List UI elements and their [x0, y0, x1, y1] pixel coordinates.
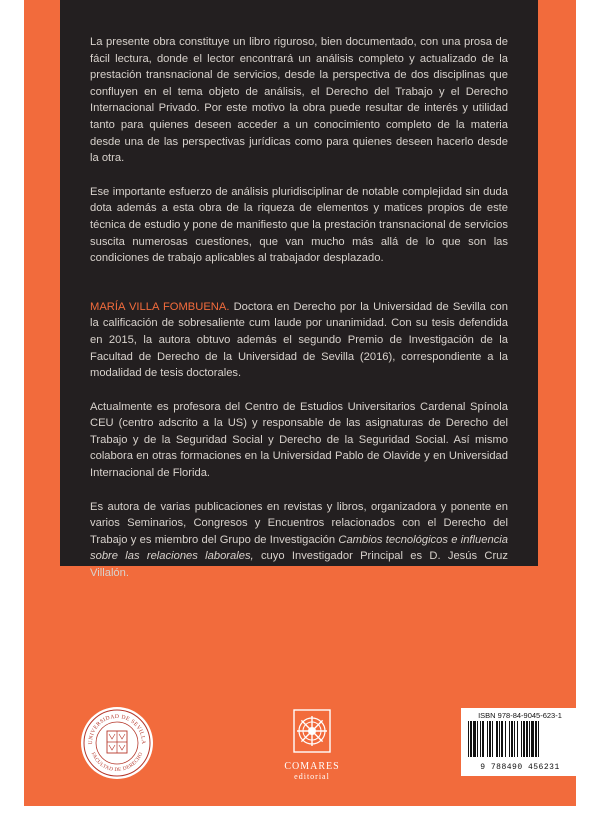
- synopsis-paragraph-2: Ese importante esfuerzo de análisis pluridisciplinar de notable complejidad sin duda dota además a esta obra de la riqueza de elementos y matices propios de este técnica de estudio y pone de manifiesto que la prestación transnacional de servicios suscita numerosas cuestiones, que van mucho más allá de lo que son las condiciones de trabajo aplicables al trabajador desplazado.: [90, 185, 508, 265]
- seal-top-text: UNIVERSIDAD DE SEVILLA: [87, 713, 147, 745]
- publisher-logo: [280, 708, 344, 786]
- university-seal-icon: [80, 706, 154, 780]
- synopsis-paragraph-1: La presente obra constituye un libro riguroso, bien documentado, con una prosa de fácil lectura, donde el lector encontrará un análisis completo y actualizado de la prestación transnacional de servicios, desde la perspectiva de dos disciplinas que confluyen en el tema objeto de análisis, el Derecho del Trabajo y el Derecho Internacional Privado. Por este motivo la obra puede resultar de interés y utilidad tanto para quienes deseen acceder a un conocimiento completo de la materia desde una de las perspectivas jurídicas como para quienes deseen hacerlo desde la otra.: [90, 36, 508, 165]
- isbn-digits: 9 788490 456231: [480, 763, 560, 772]
- barcode-icon: [466, 720, 574, 758]
- publisher-emblem-icon: [292, 708, 332, 754]
- author-publications-paragraph: [90, 499, 508, 582]
- publications-text-end: cuyo Investigador Principal es D. Jesús Cruz Villalón.: [90, 550, 508, 580]
- author-bio-text: Doctora en Derecho por la Universidad de Sevilla con la calificación de sobresaliente cum laude por unanimidad. Con su tesis defendida en 2015, la autora obtuvo además el segundo Premio de Investigación de la Facultad de Derecho de la Universidad de Sevilla (2016), correspondiente a la modalidad de tesis doctorales.: [90, 300, 509, 380]
- isbn-label: ISBN 978-84-9045-623-1: [478, 711, 562, 720]
- isbn-barcode-box: [461, 708, 579, 776]
- publisher-subtitle: editorial: [294, 772, 330, 781]
- author-current-paragraph: Actualmente es profesora del Centro de Estudios Universitarios Cardenal Spínola CEU (centro adscrito a la US) y responsable de las asignaturas de Derecho del Trabajo y de la Seguridad Social y Derecho de la Seguridad Social. Así mismo colabora en otras formaciones en la Universidad Pablo de Olavide y en Universidad Internacional de Florida.: [90, 400, 508, 480]
- publications-text: Es autora de varias publicaciones en revistas y libros, organizadora y ponente en varios Seminarios, Congresos y Encuentros relacionados con el Derecho del Trabajo y es miembro del Grupo de Investigación: [90, 500, 508, 546]
- author-name: MARÍA VILLA FOMBUENA.: [90, 300, 230, 313]
- book-back-cover: [24, 0, 576, 834]
- publisher-name: COMARES: [284, 761, 340, 772]
- research-group-title: Cambios tecnológicos e influencia sobre las relaciones laborales,: [90, 533, 508, 563]
- author-bio-paragraph: [90, 299, 508, 382]
- seal-bottom-text: FACULTAD DE DERECHO: [89, 751, 145, 774]
- synopsis-panel: [60, 0, 538, 580]
